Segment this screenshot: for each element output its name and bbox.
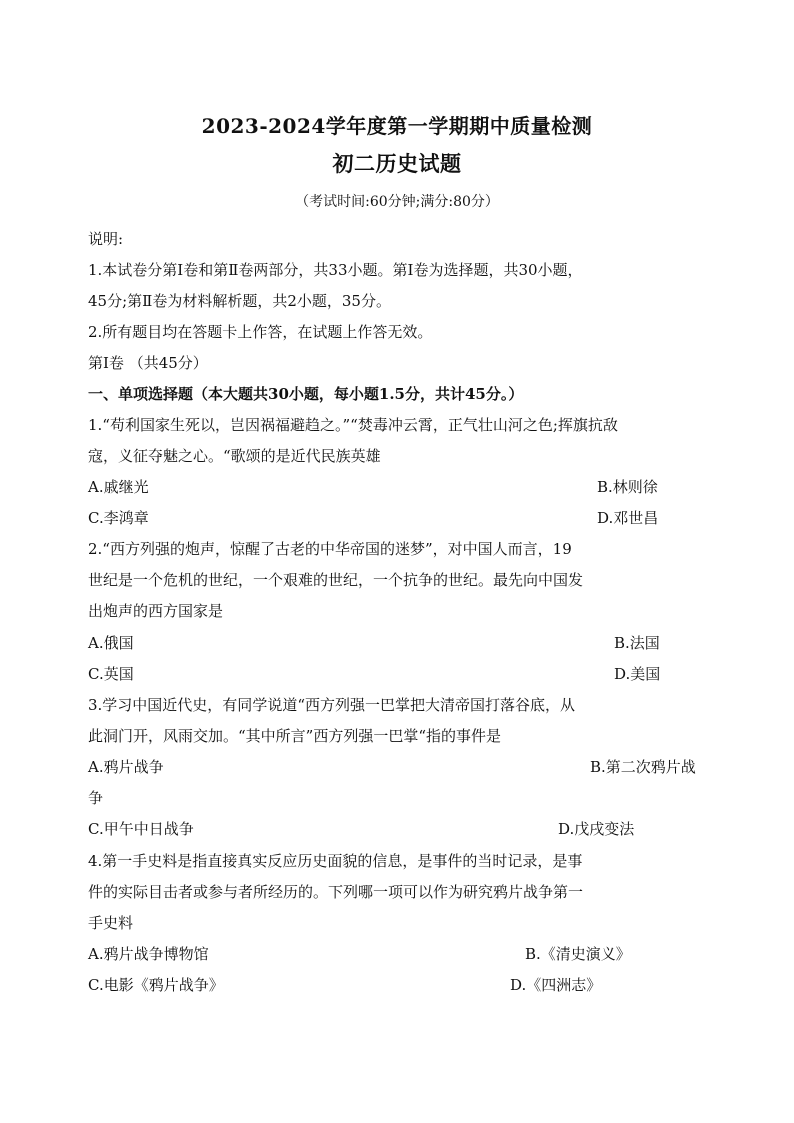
question-1-option-a: A.戚继光: [88, 478, 149, 496]
question-3-option-b-continued: 争: [88, 789, 104, 807]
question-3-line-1: 3.学习中国近代史，有同学说道“西方列强一巴掌把大清帝国打落谷底，从: [88, 696, 575, 714]
question-3-option-b: B.第二次鸦片战: [590, 758, 696, 776]
section-title: 一、单项选择题（本大题共30小题，每小题1.5分，共计45分。）: [88, 385, 524, 403]
instruction-1-line-2: 45分;第Ⅱ卷为材料解析题，共2小题，35分。: [88, 292, 391, 310]
question-4-option-d: D.《四洲志》: [510, 976, 602, 994]
question-3-option-c: C.甲午中日战争: [88, 820, 194, 838]
part1-heading: 第Ⅰ卷 （共45分）: [88, 354, 208, 372]
question-4-line-3: 手史料: [88, 914, 134, 932]
question-2-option-b: B.法国: [614, 634, 660, 652]
exam-title: 2023-2024学年度第一学期期中质量检测: [201, 114, 593, 138]
question-3-line-2: 此洞门开，风雨交加。“其中所言”西方列强一巴掌“指的事件是: [88, 727, 502, 745]
question-4-option-b: B.《清史演义》: [525, 945, 631, 963]
question-2-option-d: D.美国: [614, 665, 661, 683]
question-3-option-d: D.戊戌变法: [558, 820, 635, 838]
question-4-option-a: A.鸦片战争博物馆: [88, 945, 209, 963]
question-2-option-c: C.英国: [88, 665, 134, 683]
exam-info: （考试时间:60分钟;满分:80分）: [295, 194, 499, 210]
question-1-option-b: B.林则徐: [597, 478, 658, 496]
question-1-option-c: C.李鸿章: [88, 509, 149, 527]
question-2-option-a: A.俄国: [88, 634, 134, 652]
question-4-option-c: C.电影《鸦片战争》: [88, 976, 224, 994]
question-2-line-1: 2.“西方列强的炮声，惊醒了古老的中华帝国的迷梦”，对中国人而言，19: [88, 540, 572, 558]
question-1-line-2: 寇，义征夺魅之心。“歌颂的是近代民族英雄: [88, 447, 381, 465]
instructions-heading: 说明:: [88, 230, 124, 248]
instruction-2: 2.所有题目均在答题卡上作答，在试题上作答无效。: [88, 323, 433, 341]
question-4-line-2: 件的实际目击者或参与者所经历的。下列哪一项可以作为研究鸦片战争第一: [88, 883, 584, 901]
question-1-option-d: D.邓世昌: [597, 509, 659, 527]
question-2-line-2: 世纪是一个危机的世纪，一个艰难的世纪，一个抗争的世纪。最先向中国发: [88, 571, 584, 589]
question-4-line-1: 4.第一手史料是指直接真实反应历史面貌的信息，是事件的当时记录，是事: [88, 852, 583, 870]
question-2-line-3: 出炮声的西方国家是: [88, 602, 224, 620]
instruction-1-line-1: 1.本试卷分第Ⅰ卷和第Ⅱ卷两部分，共33小题。第Ⅰ卷为选择题，共30小题，: [88, 261, 583, 279]
question-1-line-1: 1.“苟利国家生死以，岂因祸福避趋之。”“焚毒冲云霄，正气壮山河之色;挥旗抗敌: [88, 416, 618, 434]
question-3-option-a: A.鸦片战争: [88, 758, 164, 776]
subject-title: 初二历史试题: [332, 151, 462, 176]
